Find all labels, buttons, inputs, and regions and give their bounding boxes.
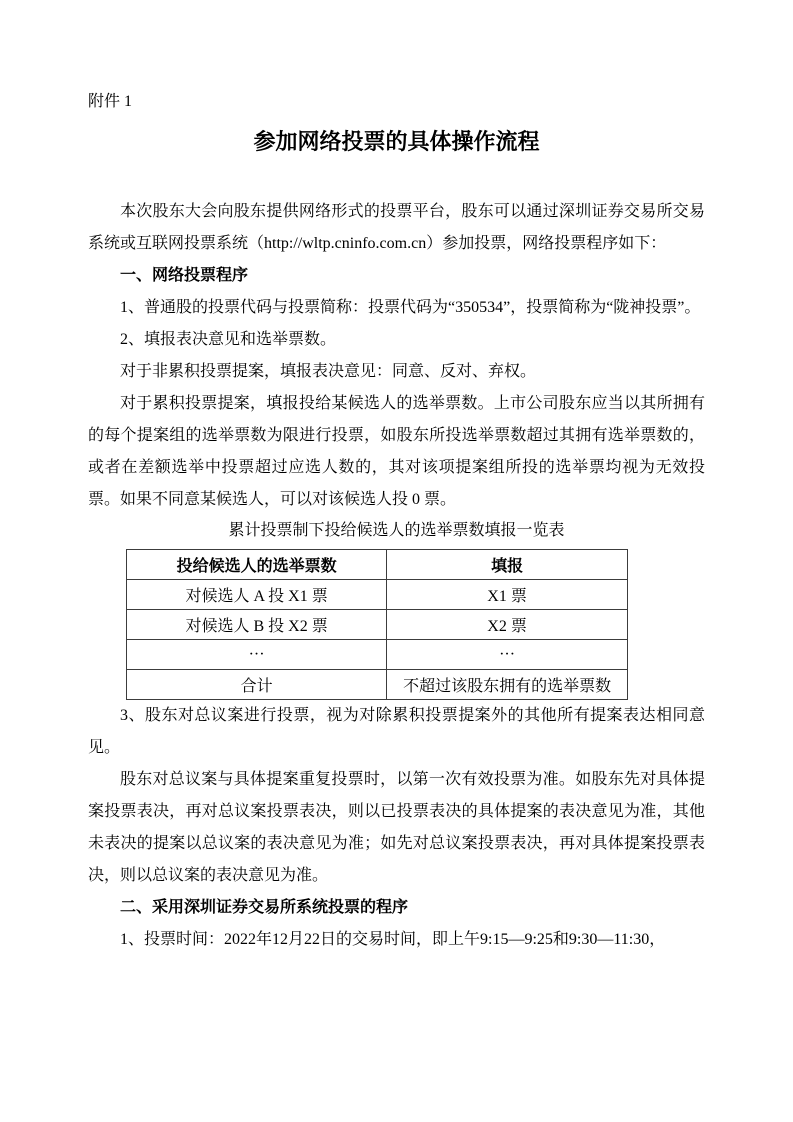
table-row (127, 580, 628, 610)
vote-table-header-row (127, 550, 628, 580)
table-cell-votes: ··· (127, 640, 387, 670)
vote-table (126, 549, 628, 700)
attachment-label: 附件 1 (88, 93, 133, 110)
table-cell-fill: ··· (387, 640, 628, 670)
table-row (127, 670, 628, 700)
vote-table-header-fill: 填报 (387, 550, 628, 580)
section2-heading: 二、采用深圳证券交易所系统投票的程序 (120, 899, 409, 916)
table-cell-votes: 对候选人 A 投 X1 票 (127, 580, 387, 610)
table-cell-votes: 合计 (127, 670, 387, 700)
intro-paragraph: 本次股东大会向股东提供网络形式的投票平台，股东可以通过深圳证券交易所交易系统或互联网投票系统（http://wltp.cninfo.com.cn）参加投票，网络投票程序如下： (88, 203, 705, 252)
table-row (127, 640, 628, 670)
table-cell-fill: X1 票 (387, 580, 628, 610)
vote-table-caption: 累计投票制下投给候选人的选举票数填报一览表 (228, 522, 565, 539)
table-cell-fill: X2 票 (387, 610, 628, 640)
table-cell-votes: 对候选人 B 投 X2 票 (127, 610, 387, 640)
section1-paragraph-2: 2、填报表决意见和选举票数。 (120, 331, 337, 348)
after-table-paragraph-1: 3、股东对总议案进行投票，视为对除累积投票提案外的其他所有提案表达相同意见。 (88, 707, 705, 756)
table-cell-fill: 不超过该股东拥有的选举票数 (387, 670, 628, 700)
section1-paragraph-1: 1、普通股的投票代码与投票简称：投票代码为“350534”，投票简称为“陇神投票”。 (120, 299, 701, 316)
section1-paragraph-3: 对于非累积投票提案，填报表决意见：同意、反对、弃权。 (120, 363, 537, 380)
section1-paragraph-4: 对于累积投票提案，填报投给某候选人的选举票数。上市公司股东应当以其所拥有的每个提案组的选举票数为限进行投票，如股东所投选举票数超过其拥有选举票数的，或者在差额选举中投票超过应选人数的，其对该项提案组所投的选举票均视为无效投票。如果不同意某候选人，可以对该候选人投 0 票。 (88, 395, 705, 508)
after-table-paragraph-2: 股东对总议案与具体提案重复投票时，以第一次有效投票为准。如股东先对具体提案投票表决，再对总议案投票表决，则以已投票表决的具体提案的表决意见为准，其他未表决的提案以总议案的表决意见为准；如先对总议案投票表决，再对具体提案投票表决，则以总议案的表决意见为准。 (88, 771, 705, 884)
section1-heading: 一、网络投票程序 (120, 267, 249, 284)
table-row (127, 610, 628, 640)
page-title: 参加网络投票的具体操作流程 (253, 129, 540, 154)
vote-table-header-votes: 投给候选人的选举票数 (127, 550, 387, 580)
section2-paragraph-1: 1、投票时间：2022年12月22日的交易时间，即上午9:15—9:25和9:30—11:30， (120, 931, 666, 948)
